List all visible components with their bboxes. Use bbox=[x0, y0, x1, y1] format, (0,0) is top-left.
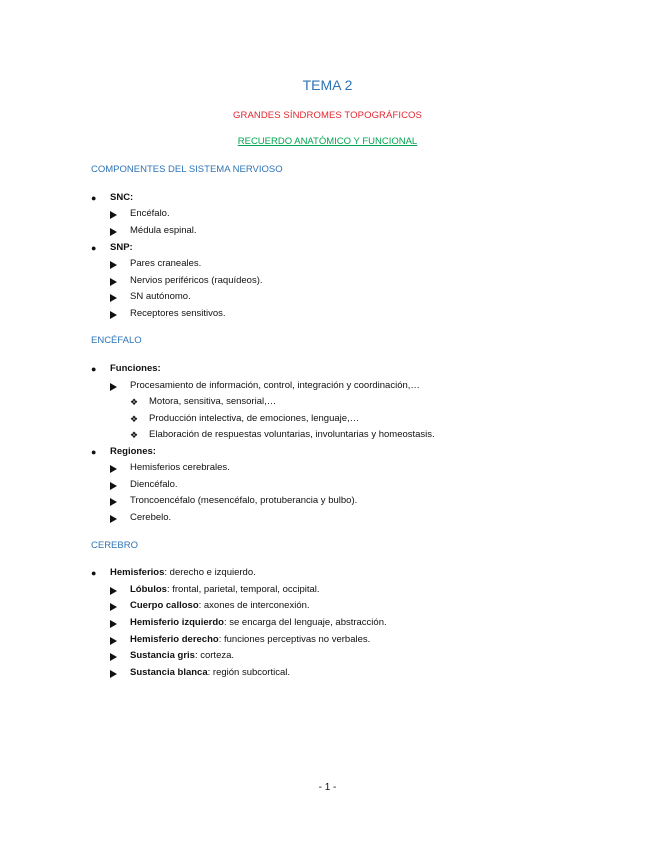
list-item bbox=[130, 667, 290, 679]
term-text: : derecho e izquierdo. bbox=[164, 567, 256, 578]
arrow-bullet-icon bbox=[110, 292, 117, 304]
list-item-hemisferios bbox=[110, 567, 256, 579]
list-item: Pares craneales. bbox=[130, 258, 202, 269]
diamond-bullet-icon: ❖ bbox=[130, 430, 139, 440]
term-label: Sustancia gris bbox=[130, 650, 195, 661]
term-text: : axones de interconexión. bbox=[198, 600, 310, 611]
term-label: Sustancia blanca bbox=[130, 667, 208, 678]
list-item: Troncoencéfalo (mesencéfalo, protuberancia y bulbo). bbox=[130, 495, 358, 506]
page-number: - 1 - bbox=[318, 782, 337, 793]
arrow-bullet-icon bbox=[110, 618, 117, 630]
arrow-bullet-icon bbox=[110, 601, 117, 613]
arrow-bullet-icon bbox=[110, 381, 117, 393]
list-item: Diencéfalo. bbox=[130, 479, 178, 490]
arrow-bullet-icon bbox=[110, 480, 117, 492]
list-item: Elaboración de respuestas voluntarias, involuntarias y homeostasis. bbox=[149, 429, 435, 440]
list-item: Procesamiento de información, control, integración y coordinación,… bbox=[130, 380, 420, 391]
page-title: TEMA 2 bbox=[302, 77, 353, 93]
arrow-bullet-icon bbox=[110, 259, 117, 271]
page-subtitle: GRANDES SÍNDROMES TOPOGRÁFICOS bbox=[233, 110, 422, 121]
term-label: Hemisferio izquierdo bbox=[130, 617, 224, 628]
term-text: : corteza. bbox=[194, 650, 235, 661]
section-heading-cerebro: CEREBRO bbox=[91, 540, 138, 551]
list-item: Encéfalo. bbox=[130, 208, 170, 219]
arrow-bullet-icon bbox=[110, 585, 117, 597]
list-item: Motora, sensitiva, sensorial,… bbox=[149, 396, 277, 407]
arrow-bullet-icon bbox=[110, 226, 117, 238]
term-label: Cuerpo calloso bbox=[130, 600, 199, 611]
arrow-bullet-icon bbox=[110, 651, 117, 663]
list-item-snc: SNC: bbox=[110, 192, 134, 203]
list-item: Cerebelo. bbox=[130, 512, 172, 523]
bullet-dot-icon: ● bbox=[91, 243, 97, 253]
list-item bbox=[130, 650, 234, 662]
page-subtitle-underlined: RECUERDO ANATÓMICO Y FUNCIONAL bbox=[237, 136, 418, 147]
bullet-dot-icon: ● bbox=[91, 568, 97, 578]
list-item: Hemisferios cerebrales. bbox=[130, 462, 230, 473]
list-item: Nervios periféricos (raquídeos). bbox=[130, 275, 263, 286]
list-item: Médula espinal. bbox=[130, 225, 197, 236]
diamond-bullet-icon: ❖ bbox=[130, 414, 139, 424]
list-item: SN autónomo. bbox=[130, 291, 191, 302]
arrow-bullet-icon bbox=[110, 309, 117, 321]
list-item: Producción intelectiva, de emociones, lenguaje,… bbox=[149, 413, 360, 424]
arrow-bullet-icon bbox=[110, 209, 117, 221]
arrow-bullet-icon bbox=[110, 276, 117, 288]
list-item-regiones: Regiones: bbox=[110, 446, 156, 457]
arrow-bullet-icon bbox=[110, 635, 117, 647]
list-item-funciones: Funciones: bbox=[110, 363, 161, 374]
arrow-bullet-icon bbox=[110, 513, 117, 525]
term-label: Hemisferios bbox=[110, 567, 165, 578]
bullet-dot-icon: ● bbox=[91, 193, 97, 203]
arrow-bullet-icon bbox=[110, 463, 117, 475]
arrow-bullet-icon bbox=[110, 668, 117, 680]
list-item bbox=[130, 634, 370, 646]
list-item bbox=[130, 584, 320, 596]
term-label: Lóbulos bbox=[130, 584, 167, 595]
term-text: : funciones perceptivas no verbales. bbox=[218, 634, 371, 645]
section-heading-componentes: COMPONENTES DEL SISTEMA NERVIOSO bbox=[91, 164, 283, 175]
term-text: : región subcortical. bbox=[207, 667, 290, 678]
term-text: : se encarga del lenguaje, abstracción. bbox=[223, 617, 387, 628]
section-heading-encefalo: ENCÉFALO bbox=[91, 335, 142, 346]
list-item-snp: SNP: bbox=[110, 242, 133, 253]
bullet-dot-icon: ● bbox=[91, 447, 97, 457]
list-item: Receptores sensitivos. bbox=[130, 308, 226, 319]
diamond-bullet-icon: ❖ bbox=[130, 397, 139, 407]
list-item bbox=[130, 617, 387, 629]
term-text: : frontal, parietal, temporal, occipital. bbox=[166, 584, 320, 595]
list-item bbox=[130, 600, 310, 612]
term-label: Hemisferio derecho bbox=[130, 634, 219, 645]
bullet-dot-icon: ● bbox=[91, 364, 97, 374]
arrow-bullet-icon bbox=[110, 496, 117, 508]
